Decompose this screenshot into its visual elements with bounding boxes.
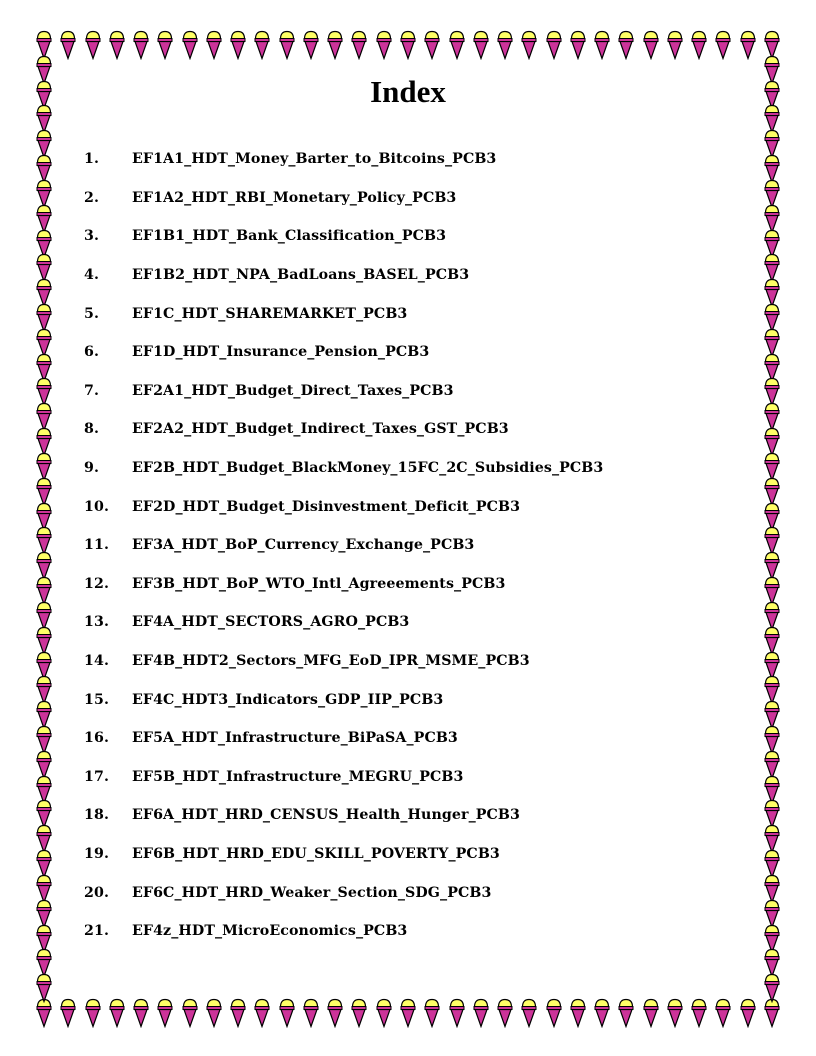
ice-cream-cone-icon — [715, 30, 731, 60]
ice-cream-cone-icon — [521, 30, 537, 60]
index-item-title: EF3A_HDT_BoP_Currency_Exchange_PCB3 — [132, 537, 475, 554]
ice-cream-cone-icon — [400, 30, 416, 60]
ice-cream-cone-icon — [206, 998, 222, 1028]
ice-cream-cone-icon — [109, 30, 125, 60]
ice-cream-cone-icon — [351, 30, 367, 60]
index-item-number: 3. — [84, 228, 100, 245]
index-item — [84, 835, 603, 874]
ice-cream-cone-icon — [303, 998, 319, 1028]
index-item — [84, 140, 603, 179]
index-item-title: EF1C_HDT_SHAREMARKET_PCB3 — [132, 305, 408, 322]
page-title: Index — [370, 74, 446, 109]
index-item — [84, 333, 603, 372]
ice-cream-cone-icon — [85, 998, 101, 1028]
index-item-number: 19. — [84, 845, 109, 862]
index-item — [84, 526, 603, 565]
index-item-number: 7. — [84, 382, 100, 399]
index-item-number: 21. — [84, 923, 109, 940]
index-item-number: 13. — [84, 614, 109, 631]
index-item-number: 20. — [84, 884, 109, 901]
index-item — [84, 603, 603, 642]
ice-cream-cone-icon — [618, 998, 634, 1028]
index-item-number: 11. — [84, 537, 109, 554]
ice-cream-cone-icon — [109, 998, 125, 1028]
ice-cream-cone-icon — [230, 30, 246, 60]
index-item — [84, 217, 603, 256]
index-item-number: 5. — [84, 305, 100, 322]
ice-cream-cone-icon — [303, 30, 319, 60]
ice-cream-cone-icon — [594, 998, 610, 1028]
index-item — [84, 912, 603, 951]
ice-cream-cone-icon — [667, 998, 683, 1028]
index-item-title: EF1A2_HDT_RBI_Monetary_Policy_PCB3 — [132, 189, 457, 206]
ice-cream-cone-icon — [715, 998, 731, 1028]
ice-cream-cone-icon — [254, 30, 270, 60]
index-item-number: 16. — [84, 730, 109, 747]
index-item-title: EF4A_HDT_SECTORS_AGRO_PCB3 — [132, 614, 410, 631]
ice-cream-cone-icon — [36, 973, 52, 1003]
index-item-number: 15. — [84, 691, 109, 708]
index-item — [84, 796, 603, 835]
ice-cream-cone-icon — [376, 998, 392, 1028]
ice-cream-cone-icon — [351, 998, 367, 1028]
ice-cream-cone-icon — [157, 30, 173, 60]
ice-cream-cone-icon — [424, 30, 440, 60]
index-item-number: 14. — [84, 653, 109, 670]
ice-cream-cone-icon — [740, 30, 756, 60]
index-item — [84, 179, 603, 218]
ice-cream-cone-icon — [643, 30, 659, 60]
ice-cream-cone-icon — [691, 998, 707, 1028]
index-item-title: EF1B1_HDT_Bank_Classification_PCB3 — [132, 228, 447, 245]
index-item-title: EF3B_HDT_BoP_WTO_Intl_Agreeements_PCB3 — [132, 575, 506, 592]
ice-cream-cone-icon — [497, 998, 513, 1028]
ice-cream-cone-icon — [449, 998, 465, 1028]
ice-cream-cone-icon — [254, 998, 270, 1028]
ice-cream-cone-icon — [424, 998, 440, 1028]
index-list — [84, 140, 603, 950]
ice-cream-cone-icon — [182, 998, 198, 1028]
index-item-title: EF6C_HDT_HRD_Weaker_Section_SDG_PCB3 — [132, 884, 492, 901]
index-item-number: 2. — [84, 189, 100, 206]
ice-cream-cone-icon — [546, 30, 562, 60]
index-item — [84, 680, 603, 719]
ice-cream-cone-icon — [279, 998, 295, 1028]
index-item-number: 6. — [84, 344, 100, 361]
index-item — [84, 487, 603, 526]
ice-cream-cone-icon — [376, 30, 392, 60]
ice-cream-cone-icon — [133, 30, 149, 60]
ice-cream-cone-icon — [400, 998, 416, 1028]
ice-cream-cone-icon — [570, 998, 586, 1028]
ice-cream-cone-icon — [473, 998, 489, 1028]
index-item — [84, 372, 603, 411]
index-item — [84, 565, 603, 604]
ice-cream-cone-icon — [182, 30, 198, 60]
index-item — [84, 256, 603, 295]
index-item-title: EF6B_HDT_HRD_EDU_SKILL_POVERTY_PCB3 — [132, 845, 500, 862]
index-item — [84, 719, 603, 758]
index-item-number: 12. — [84, 575, 109, 592]
ice-cream-cone-icon — [497, 30, 513, 60]
index-item — [84, 642, 603, 681]
index-item-title: EF6A_HDT_HRD_CENSUS_Health_Hunger_PCB3 — [132, 807, 520, 824]
ice-cream-cone-icon — [60, 30, 76, 60]
index-item-title: EF4z_HDT_MicroEconomics_PCB3 — [132, 923, 408, 940]
ice-cream-cone-icon — [230, 998, 246, 1028]
index-item-title: EF4C_HDT3_Indicators_GDP_IIP_PCB3 — [132, 691, 444, 708]
ice-cream-cone-icon — [133, 998, 149, 1028]
index-item-title: EF5B_HDT_Infrastructure_MEGRU_PCB3 — [132, 768, 464, 785]
index-item-number: 8. — [84, 421, 100, 438]
ice-cream-cone-icon — [206, 30, 222, 60]
index-item-number: 9. — [84, 460, 100, 477]
index-item-number: 17. — [84, 768, 109, 785]
ice-cream-cone-icon — [473, 30, 489, 60]
ice-cream-cone-icon — [618, 30, 634, 60]
index-item-number: 1. — [84, 151, 100, 168]
index-item-title: EF2D_HDT_Budget_Disinvestment_Deficit_PCB3 — [132, 498, 521, 515]
index-item-title: EF2A2_HDT_Budget_Indirect_Taxes_GST_PCB3 — [132, 421, 509, 438]
ice-cream-cone-icon — [327, 998, 343, 1028]
ice-cream-cone-icon — [594, 30, 610, 60]
index-item — [84, 449, 603, 488]
index-item-title: EF1D_HDT_Insurance_Pension_PCB3 — [132, 344, 430, 361]
ice-cream-cone-icon — [279, 30, 295, 60]
ice-cream-cone-icon — [85, 30, 101, 60]
index-item-number: 10. — [84, 498, 109, 515]
index-item-number: 18. — [84, 807, 109, 824]
index-item-title: EF5A_HDT_Infrastructure_BiPaSA_PCB3 — [132, 730, 458, 747]
ice-cream-cone-icon — [764, 973, 780, 1003]
index-item-number: 4. — [84, 267, 100, 284]
index-item — [84, 873, 603, 912]
index-item — [84, 294, 603, 333]
ice-cream-cone-icon — [60, 998, 76, 1028]
ice-cream-cone-icon — [740, 998, 756, 1028]
ice-cream-cone-icon — [643, 998, 659, 1028]
index-item-title: EF1B2_HDT_NPA_BadLoans_BASEL_PCB3 — [132, 267, 470, 284]
index-item-title: EF4B_HDT2_Sectors_MFG_EoD_IPR_MSME_PCB3 — [132, 653, 530, 670]
index-item — [84, 758, 603, 797]
ice-cream-cone-icon — [691, 30, 707, 60]
ice-cream-cone-icon — [667, 30, 683, 60]
index-item-title: EF2B_HDT_Budget_BlackMoney_15FC_2C_Subsidies_PCB3 — [132, 460, 604, 477]
index-item-title: EF2A1_HDT_Budget_Direct_Taxes_PCB3 — [132, 382, 454, 399]
ice-cream-cone-icon — [449, 30, 465, 60]
index-item — [84, 410, 603, 449]
ice-cream-cone-icon — [570, 30, 586, 60]
ice-cream-cone-icon — [327, 30, 343, 60]
ice-cream-cone-icon — [157, 998, 173, 1028]
ice-cream-cone-icon — [546, 998, 562, 1028]
index-item-title: EF1A1_HDT_Money_Barter_to_Bitcoins_PCB3 — [132, 151, 497, 168]
ice-cream-cone-icon — [521, 998, 537, 1028]
